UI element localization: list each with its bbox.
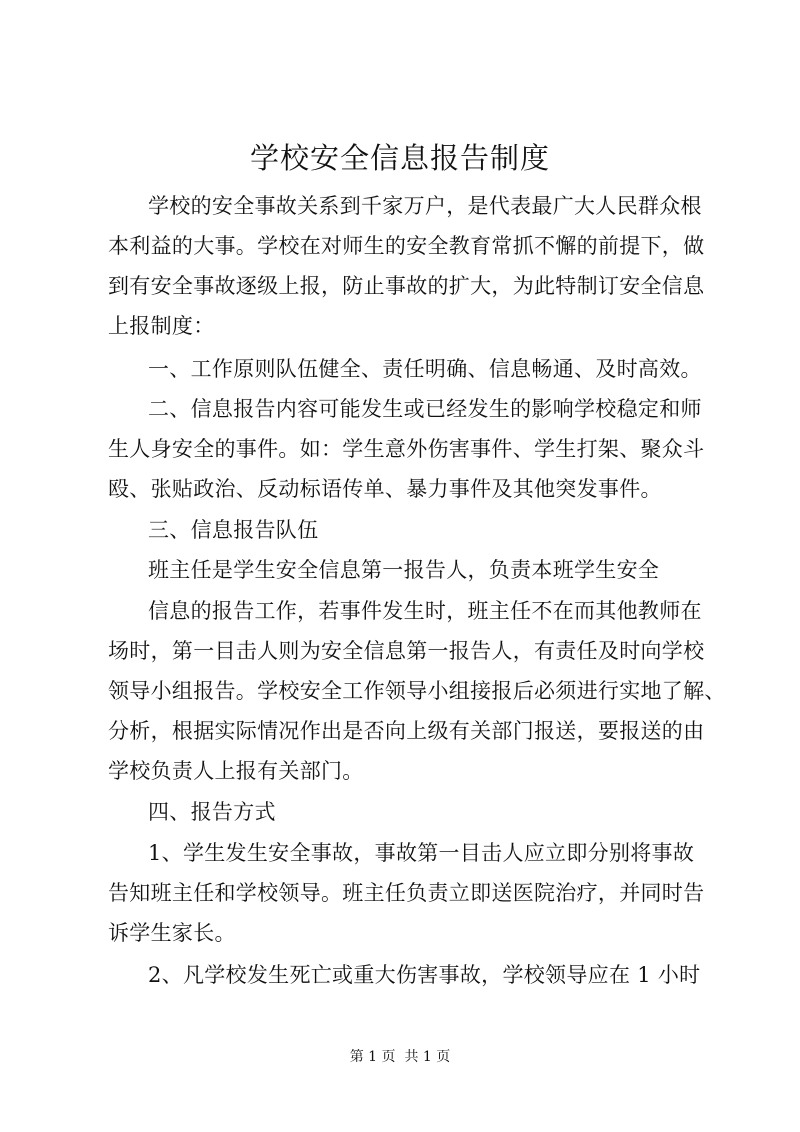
paragraph-line: 殴、张贴政治、反动标语传单、暴力事件及其他突发事件。 xyxy=(108,477,662,501)
section-heading: 四、报告方式 xyxy=(148,800,276,824)
paragraph-line: 分析，根据实际情况作出是否向上级有关部门报送，要报送的由 xyxy=(108,719,705,743)
paragraph-line: 学校负责人上报有关部门。 xyxy=(108,759,364,783)
document-title: 学校安全信息报告制度 xyxy=(249,141,550,175)
paragraph-line: 领导小组报告。学校安全工作领导小组接报后必须进行实地了解、 xyxy=(108,679,726,703)
paragraph-line: 二、信息报告内容可能发生或已经发生的影响学校稳定和师 xyxy=(148,397,702,421)
section-heading: 三、信息报告队伍 xyxy=(148,518,319,542)
paragraph-line: 到有安全事故逐级上报，防止事故的扩大，为此特制订安全信息 xyxy=(108,274,705,298)
page-number-footer: 第 1 页 共 1 页 xyxy=(349,1049,451,1065)
paragraph-line: 1、学生发生安全事故，事故第一目击人应立即分别将事故 xyxy=(148,841,695,865)
paragraph-line: 诉学生家长。 xyxy=(108,921,236,945)
paragraph-line: 班主任是学生安全信息第一报告人，负责本班学生安全 xyxy=(148,558,660,582)
paragraph-line: 一、工作原则队伍健全、责任明确、信息畅通、及时高效。 xyxy=(148,357,702,381)
paragraph-line: 上报制度： xyxy=(108,314,215,338)
paragraph-line: 本利益的大事。学校在对师生的安全教育常抓不懈的前提下，做 xyxy=(108,234,705,258)
paragraph-line: 学校的安全事故关系到千家万户，是代表最广大人民群众根 xyxy=(148,194,702,218)
paragraph-line: 场时，第一目击人则为安全信息第一报告人，有责任及时向学校 xyxy=(108,639,705,663)
paragraph-line: 告知班主任和学校领导。班主任负责立即送医院治疗，并同时告 xyxy=(108,881,705,905)
paragraph-line: 生人身安全的事件。如：学生意外伤害事件、学生打架、聚众斗 xyxy=(108,437,705,461)
paragraph-line: 2、凡学校发生死亡或重大伤害事故，学校领导应在 1 小时 xyxy=(148,963,701,987)
paragraph-line: 信息的报告工作，若事件发生时，班主任不在而其他教师在 xyxy=(148,599,702,623)
